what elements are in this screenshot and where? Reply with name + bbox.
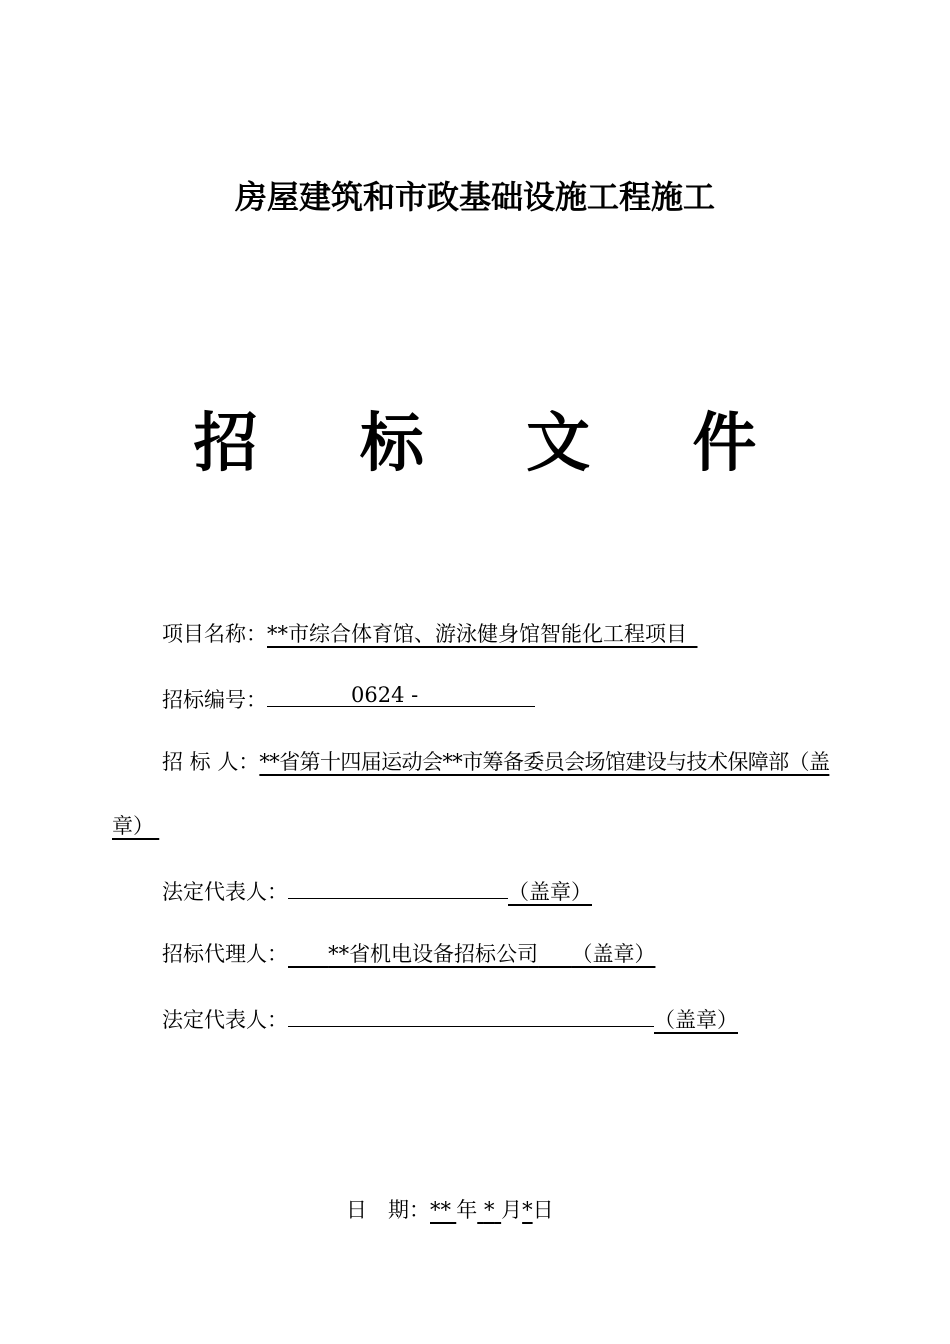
date-label: 日 期： (346, 1198, 430, 1222)
date-day-unit: 日 (532, 1198, 554, 1222)
agent-legal-seal-note: （盖章） (654, 1008, 738, 1032)
agent-seal-note: （盖章） (571, 942, 656, 966)
agent-value: **省机电设备招标公司 (328, 942, 539, 966)
legal-representative-label: 法定代表人： (162, 880, 288, 904)
date-day: * (522, 1198, 533, 1222)
document-title: 招 标 文 件 (193, 407, 797, 481)
agent-legal-representative-row (162, 1004, 738, 1034)
date-year: ** (430, 1198, 451, 1222)
tenderer-row-continued (112, 812, 159, 840)
agent-legal-representative-field (288, 1004, 654, 1027)
date-row (346, 1196, 554, 1224)
bid-number-value: 0624 - (351, 683, 419, 707)
seal-note: （盖章） (508, 880, 592, 904)
agent-row (162, 940, 655, 968)
document-subtitle: 房屋建筑和市政基础设施工程施工 (234, 178, 715, 216)
tenderer-value-continued: 章） (112, 814, 154, 838)
project-name-row (162, 620, 698, 648)
agent-label: 招标代理人： (162, 942, 288, 966)
date-month-unit: 月 (501, 1198, 523, 1222)
legal-representative-row (162, 876, 592, 906)
tenderer-label: 招 标 人： (162, 750, 260, 774)
tenderer-row (162, 748, 829, 776)
date-year-unit: 年 (456, 1198, 478, 1222)
bid-number-row (162, 684, 535, 714)
date-month: * (483, 1198, 495, 1222)
agent-legal-representative-label: 法定代表人： (162, 1008, 288, 1032)
tenderer-value: **省第十四届运动会**市筹备委员会场馆建设与技术保障部（盖 (259, 750, 830, 774)
bid-number-label: 招标编号： (162, 688, 267, 712)
project-name-value: **市综合体育馆、游泳健身馆智能化工程项目 (267, 622, 687, 646)
legal-representative-field (288, 876, 508, 899)
project-name-label: 项目名称： (162, 622, 267, 646)
bid-number-field (267, 684, 535, 707)
